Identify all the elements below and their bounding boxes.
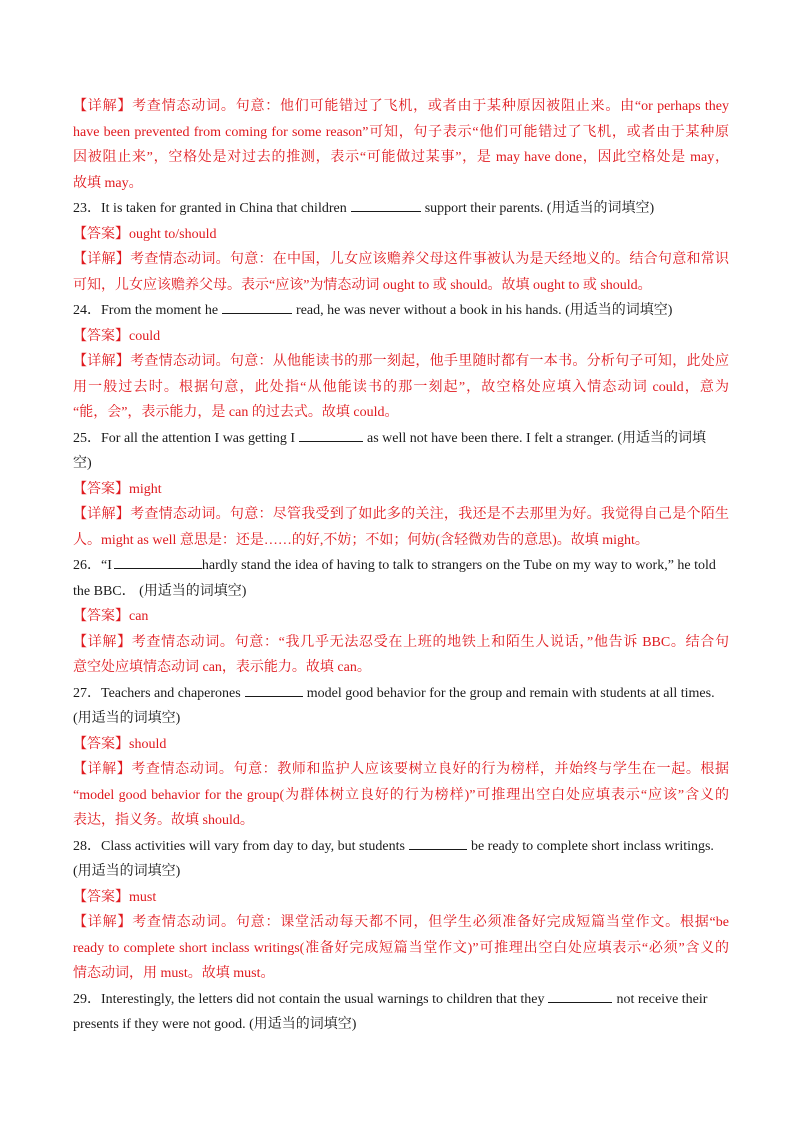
- answer-text-line: [73, 910, 729, 936]
- text-segment: 表达，指义务。故填 should。: [73, 813, 254, 828]
- answer-text-line: [73, 400, 729, 426]
- answer-text-line: [73, 757, 729, 783]
- question-text-line: [73, 859, 729, 885]
- answer-text-line: [73, 783, 729, 809]
- text-segment: 可知，儿女应该赡养父母。表示“应该”为情态动词 ought to 或 should。故填 ought to 或 should。: [73, 277, 652, 293]
- text-segment: 23．It is taken for granted in China that children: [73, 201, 347, 216]
- text-segment: have been prevented from coming for some reason”可知，句子表示“他们可能错过了飞机，或者由于某种原: [73, 124, 729, 140]
- answer-text-line: [73, 375, 729, 401]
- text-segment: 意空处应填情态动词 can，表示能力。故填 can。: [73, 660, 371, 675]
- answer-text-line: [73, 324, 729, 350]
- text-segment: 25．For all the attention I was getting I: [73, 430, 296, 446]
- question-text-line: [73, 426, 729, 452]
- text-segment: 因被阻止来”，空格处是对过去的推测，表示“可能做过某事”，是 may have done，因此空格处是 may，: [73, 150, 729, 165]
- answer-text-line: [73, 222, 729, 248]
- text-segment: (用适当的词填空): [73, 711, 181, 726]
- question-text-line: [73, 834, 729, 860]
- text-segment: 情态动词，用 must。故填 must。: [73, 966, 275, 981]
- text-segment: 空): [73, 456, 92, 471]
- answer-text-line: [73, 120, 729, 146]
- question-text-line: [73, 579, 729, 605]
- text-segment: 29．Interestingly, the letters did not contain the usual warnings to children that they: [73, 991, 545, 1007]
- answer-text-line: [73, 273, 729, 299]
- text-segment: model good behavior for the group and remain with students at all times.: [306, 685, 715, 701]
- document-page: [73, 94, 729, 1038]
- answer-text-line: [73, 528, 729, 554]
- text-segment: 故填 may。: [73, 175, 143, 191]
- text-segment: 【详解】考查情态动词。句意：在中国，儿女应该赡养父母这件事被认为是天经地义的。结合句意和常识: [73, 252, 729, 267]
- answer-text-line: [73, 630, 729, 656]
- text-segment: read, he was never without a book in his hands. (用适当的词填空): [296, 303, 673, 318]
- answer-text-line: [73, 808, 729, 834]
- answer-text-line: [73, 961, 729, 987]
- text-segment: (用适当的词填空): [73, 864, 181, 879]
- text-segment: ready to complete short inclass writings(准备好完成短篇当堂作文)”可推理出空白处应填表示“必须”含义的: [73, 940, 729, 956]
- text-segment: 【答案】must: [73, 889, 157, 905]
- question-text-line: [73, 681, 729, 707]
- text-segment: support their parents. (用适当的词填空): [424, 201, 655, 216]
- answer-text-line: [73, 247, 729, 273]
- question-text-line: [73, 196, 729, 222]
- answer-text-line: [73, 732, 729, 758]
- text-segment: be ready to complete short inclass writings.: [470, 838, 714, 854]
- text-segment: 用一般过去时。根据句意，此处指“从他能读书的那一刻起”，故空格处应填入情态动词 could，意为: [73, 379, 729, 395]
- text-segment: 【答案】can: [73, 609, 149, 624]
- text-segment: 【详解】考查情态动词。句意：从他能读书的那一刻起，他手里随时都有一本书。分析句子可知，此处应: [73, 354, 729, 369]
- fill-in-blank: [299, 427, 363, 442]
- question-text-line: [73, 706, 729, 732]
- text-segment: 【答案】might: [73, 481, 162, 497]
- text-segment: 24．From the moment he: [73, 303, 219, 318]
- question-text-line: [73, 298, 729, 324]
- text-segment: 27．Teachers and chaperones: [73, 685, 241, 701]
- answer-text-line: [73, 477, 729, 503]
- fill-in-blank: [409, 835, 467, 850]
- answer-text-line: [73, 885, 729, 911]
- answer-text-line: [73, 171, 729, 197]
- text-segment: 【详解】考查情态动词。句意：尽管我受到了如此多的关注，我还是不去那里为好。我觉得自己是个陌生: [73, 507, 729, 522]
- fill-in-blank: [222, 299, 292, 314]
- fill-in-blank: [351, 197, 421, 212]
- answer-text-line: [73, 94, 729, 120]
- text-segment: 【详解】考查情态动词。句意：他们可能错过了飞机，或者由于某种原因被阻止来。由“or perhaps they: [73, 99, 729, 114]
- question-text-line: [73, 451, 729, 477]
- text-segment: presents if they were not good. (用适当的词填空): [73, 1017, 357, 1032]
- text-segment: “能，会”，表示能力，是 can 的过去式。故填 could。: [73, 405, 399, 420]
- text-segment: 【答案】could: [73, 328, 161, 344]
- fill-in-blank: [114, 554, 202, 569]
- answer-text-line: [73, 145, 729, 171]
- text-segment: hardly stand the idea of having to talk to strangers on the Tube on my way to work,” he told: [201, 558, 716, 573]
- text-segment: the BBC． (用适当的词填空): [73, 583, 247, 599]
- answer-text-line: [73, 349, 729, 375]
- text-segment: 【详解】考查情态动词。句意：“我几乎无法忍受在上班的地铁上和陌生人说话，”他告诉 BBC。结合句: [73, 634, 729, 650]
- text-segment: 28．Class activities will vary from day to day, but students: [73, 838, 405, 854]
- answer-text-line: [73, 936, 729, 962]
- text-segment: as well not have been there. I felt a stranger. (用适当的词填: [367, 430, 707, 446]
- text-segment: 【详解】考查情态动词。句意：课堂活动每天都不同，但学生必须准备好完成短篇当堂作文。根据“be: [73, 915, 729, 930]
- fill-in-blank: [548, 988, 612, 1003]
- question-text-line: [73, 987, 729, 1013]
- answer-text-line: [73, 655, 729, 681]
- question-text-line: [73, 553, 729, 579]
- question-text-line: [73, 1012, 729, 1038]
- answer-text-line: [73, 502, 729, 528]
- fill-in-blank: [245, 682, 303, 697]
- text-segment: 人。might as well 意思是：还是……的好,不妨；不如；何妨(含轻微劝告的意思)。故填 might。: [73, 532, 649, 548]
- text-segment: “model good behavior for the group(为群体树立良好的行为榜样)”可推理出空白处应填表示“应该”含义的: [73, 787, 729, 803]
- text-segment: 【详解】考查情态动词。句意：教师和监护人应该要树立良好的行为榜样，并始终与学生在一起。根据: [73, 762, 729, 777]
- answer-text-line: [73, 604, 729, 630]
- text-segment: 【答案】should: [73, 736, 167, 752]
- text-segment: 26．“I: [73, 558, 112, 573]
- text-segment: not receive their: [616, 991, 708, 1007]
- text-segment: 【答案】ought to/should: [73, 226, 217, 242]
